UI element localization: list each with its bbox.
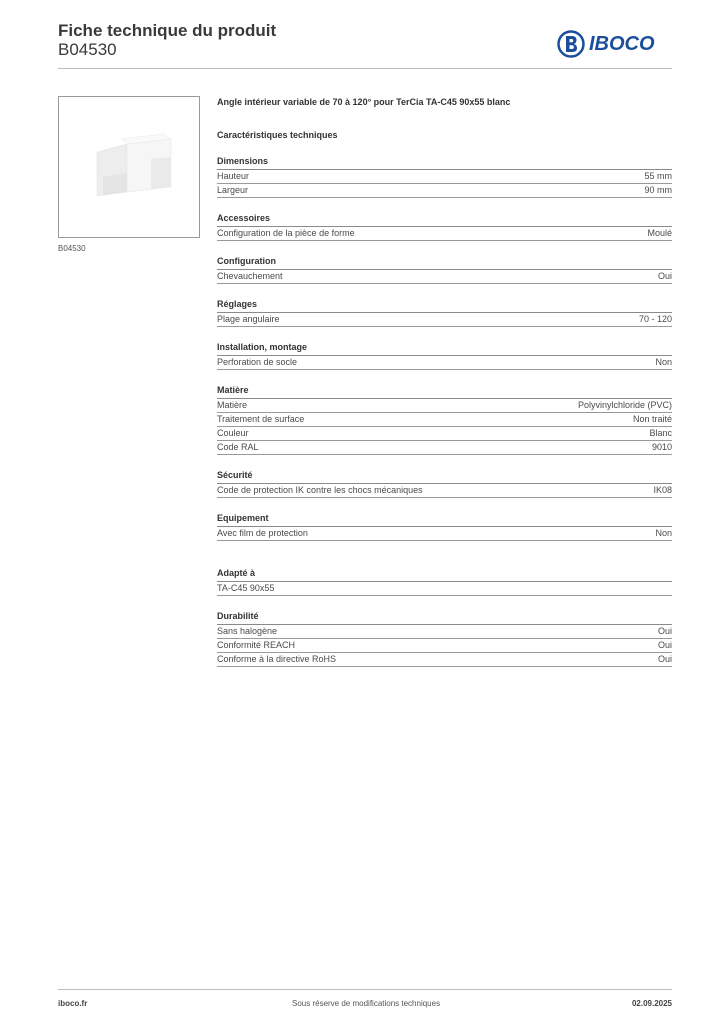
footer-notice: Sous réserve de modifications techniques [292, 999, 441, 1008]
section-title: Réglages [217, 298, 672, 313]
spec-label: Code RAL [217, 442, 259, 452]
spec-value: 55 mm [644, 171, 672, 181]
spec-value: Oui [657, 626, 672, 636]
spec-row [217, 582, 672, 596]
footer-date: 02.09.2025 [631, 999, 672, 1008]
section-reglages [217, 298, 672, 327]
section-title: Adapté à [217, 567, 672, 582]
tech-heading: Caractéristiques techniques [217, 130, 338, 140]
spec-label: Conforme à la directive RoHS [217, 654, 337, 664]
section-title: Sécurité [217, 469, 672, 484]
spec-row [217, 270, 672, 284]
section-title: Dimensions [217, 155, 672, 170]
spec-label: Largeur [217, 185, 249, 195]
spec-label: Avec film de protection [217, 528, 308, 538]
logo-wordmark: IBOCO [589, 32, 655, 55]
spec-label: Chevauchement [217, 271, 283, 281]
spec-label: Configuration de la pièce de forme [217, 228, 355, 238]
page-title: Fiche technique du produit [58, 21, 277, 40]
spec-label: Couleur [217, 428, 249, 438]
spec-label: Plage angulaire [217, 314, 280, 324]
spec-value: Oui [657, 654, 672, 664]
spec-row [217, 653, 672, 667]
spec-value: Non [655, 357, 672, 367]
spec-row [217, 356, 672, 370]
section-title: Installation, montage [217, 341, 672, 356]
product-photo [58, 96, 200, 238]
spec-label: Matière [217, 400, 248, 410]
spec-label: Conformité REACH [217, 640, 296, 650]
spec-value: IK08 [653, 485, 672, 495]
spec-label: Sans halogène [217, 626, 278, 636]
brand-logo [557, 29, 675, 59]
section-accessoires [217, 212, 672, 241]
spec-label: Traitement de surface [217, 414, 305, 424]
spec-label: Code de protection IK contre les chocs mécaniques [217, 485, 423, 495]
spec-row [217, 399, 672, 413]
section-title: Equipement [217, 512, 672, 527]
footer-site: iboco.fr [58, 999, 88, 1008]
section-installation [217, 341, 672, 370]
spec-row [217, 227, 672, 241]
spec-row [217, 441, 672, 455]
spec-row [217, 313, 672, 327]
spec-label: Perforation de socle [217, 357, 298, 367]
spec-value: Moulé [647, 228, 672, 238]
spec-row [217, 427, 672, 441]
spec-value: Polyvinylchloride (PVC) [577, 400, 672, 410]
section-title: Durabilité [217, 610, 672, 625]
spec-value: 70 - 120 [638, 314, 672, 324]
spec-row [217, 527, 672, 541]
angle-fitting-illustration [59, 97, 199, 237]
spec-value: Oui [657, 640, 672, 650]
spec-row [217, 639, 672, 653]
section-equipement [217, 512, 672, 541]
product-title: Angle intérieur variable de 70 à 120° pour TerCia TA-C45 90x55 blanc [217, 97, 511, 107]
section-dimensions [217, 155, 672, 198]
photo-caption: B04530 [58, 244, 86, 253]
spec-row [217, 625, 672, 639]
spec-value: Oui [657, 271, 672, 281]
section-title: Matière [217, 384, 672, 399]
section-matiere [217, 384, 672, 455]
iboco-b-circle-logo-icon [557, 30, 585, 58]
product-code: B04530 [58, 40, 117, 59]
footer-divider [58, 989, 672, 990]
spec-label: Hauteur [217, 171, 250, 181]
spec-value: 9010 [651, 442, 672, 452]
section-title: Accessoires [217, 212, 672, 227]
spec-value: Non traité [632, 414, 672, 424]
header-divider [58, 68, 672, 69]
spec-value: Blanc [649, 428, 672, 438]
section-durabilite [217, 610, 672, 667]
spec-label: TA-C45 90x55 [217, 583, 275, 593]
spec-row [217, 484, 672, 498]
spec-row [217, 170, 672, 184]
spec-row [217, 184, 672, 198]
spec-row [217, 413, 672, 427]
spec-panel [217, 96, 672, 667]
spec-value: 90 mm [644, 185, 672, 195]
spec-value: Non [655, 528, 672, 538]
section-adapte [217, 567, 672, 596]
section-title: Configuration [217, 255, 672, 270]
section-securite [217, 469, 672, 498]
section-configuration [217, 255, 672, 284]
